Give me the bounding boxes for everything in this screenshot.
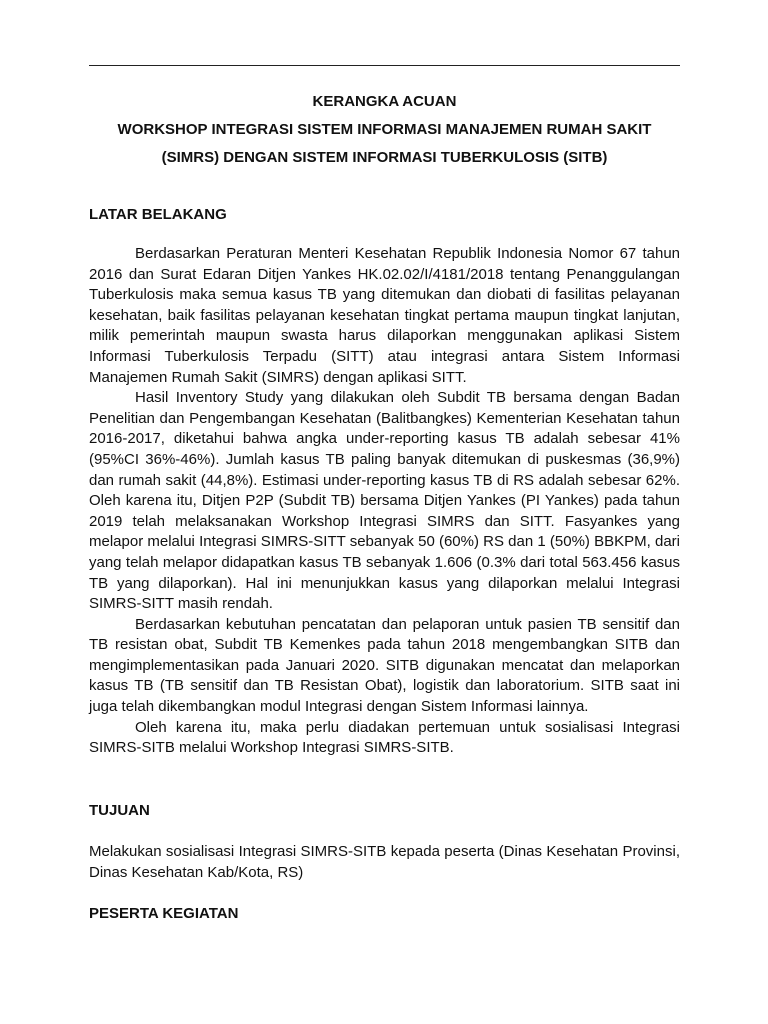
paragraph-2: Hasil Inventory Study yang dilakukan oleh Subdit TB bersama dengan Badan Penelitian dan Pengembangan Kesehatan (Balitbangkes) Kementerian Kesehatan tahun 2016-2017, diketahui bahwa angka under-reporting kasus TB adalah sebesar 41% (95%CI 36%-46%). Jumlah kasus TB paling banyak ditemukan di puskesmas (36,9%) dan rumah sakit (44,8%). Estimasi under-reporting kasus TB di RS adalah sebesar 62%. Oleh karena itu, Ditjen P2P (Subdit TB) bersama Ditjen Yankes (PI Yankes) pada tahun 2019 telah melaksanakan Workshop Integrasi SIMRS dan SITT. Fasyankes yang melapor melalui Integrasi SIMRS-SITT sebanyak 50 (60%) RS dan 1 (50%) BBKPM, dari yang telah melapor didapatkan kasus TB sebanyak 1.606 (0.3% dari total 563.456 kasus TB yang dilaporkan). Hal ini menunjukkan kasus yang dilaporkan melalui Integrasi SIMRS-SITT masih rendah. [89, 389, 680, 613]
latar-belakang-body [89, 244, 680, 759]
heading-latar-belakang: LATAR BELAKANG [89, 206, 227, 223]
title-line-3: (SIMRS) DENGAN SISTEM INFORMASI TUBERKULOSIS (SITB) [161, 149, 608, 166]
title-line-2: WORKSHOP INTEGRASI SISTEM INFORMASI MANAJEMEN RUMAH SAKIT [117, 121, 652, 138]
document-title [89, 88, 680, 172]
tujuan-text: Melakukan sosialisasi Integrasi SIMRS-SITB kepada peserta (Dinas Kesehatan Provinsi, Dinas Kesehatan Kab/Kota, RS) [89, 843, 680, 881]
tujuan-body [89, 842, 680, 883]
paragraph-3: Berdasarkan kebutuhan pencatatan dan pelaporan untuk pasien TB sensitif dan TB resistan obat, Subdit TB Kemenkes pada tahun 2018 mengembangkan SITB dan mengimplementasikan pada Januari 2020. SITB digunakan mencatat dan melaporkan kasus TB (TB sensitif dan TB Resistan Obat), logistik dan laboratorium. SITB saat ini juga telah dikembangkan modul Integrasi dengan Sistem Informasi lainnya. [89, 615, 680, 716]
paragraph-1: Berdasarkan Peraturan Menteri Kesehatan Republik Indonesia Nomor 67 tahun 2016 dan Surat Edaran Ditjen Yankes HK.02.02/I/4181/2018 tentang Penanggulangan Tuberkulosis maka semua kasus TB yang ditemukan dan diobati di fasilitas pelayanan kesehatan, baik fasilitas pelayanan kesehatan tingkat pertama maupun tingkat lanjutan, milik pemerintah maupun swasta harus dilaporkan menggunakan aplikasi Sistem Informasi Tuberkulosis Terpadu (SITT) atau integrasi antara Sistem Informasi Manajemen Rumah Sakit (SIMRS) dengan aplikasi SITT. [89, 245, 680, 386]
heading-tujuan: TUJUAN [89, 802, 150, 819]
heading-peserta-kegiatan: PESERTA KEGIATAN [89, 905, 239, 922]
header-rule [89, 65, 680, 66]
paragraph-4: Oleh karena itu, maka perlu diadakan pertemuan untuk sosialisasi Integrasi SIMRS-SITB melalui Workshop Integrasi SIMRS-SITB. [89, 718, 680, 757]
title-line-1: KERANGKA ACUAN [312, 93, 457, 110]
